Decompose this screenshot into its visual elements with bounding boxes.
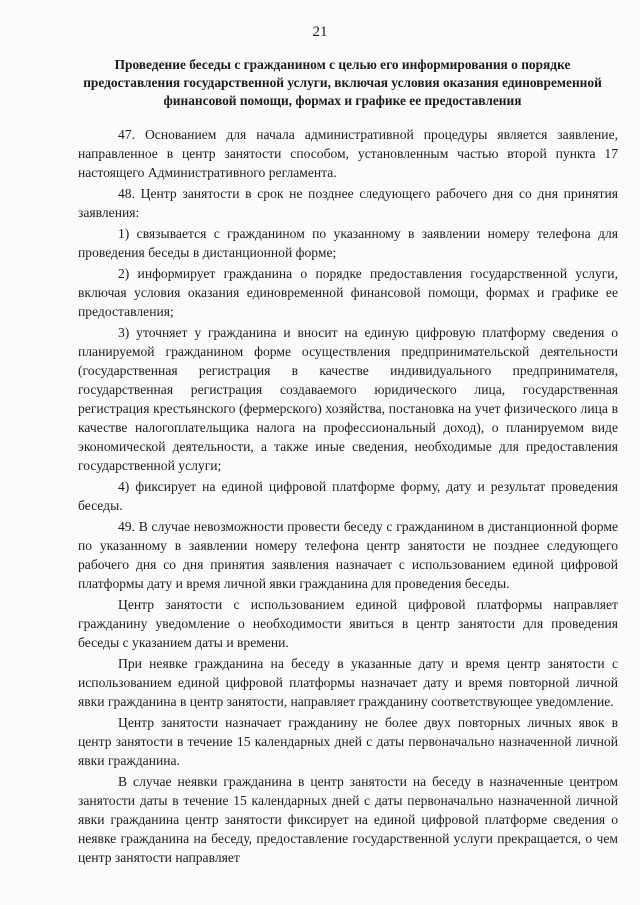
document-body xyxy=(78,125,618,869)
paragraph: Центр занятости с использованием единой цифровой платформы направляет гражданину уведомление о необходимости явиться в центр занятости для проведения беседы с указанием даты и времени. xyxy=(78,597,618,650)
paragraph: 2) информирует гражданина о порядке предоставления государственной услуги, включая условия оказания единовременной финансовой помощи, формах и графике ее предоставления; xyxy=(78,266,618,319)
paragraph: В случае неявки гражданина в центр занятости на беседу в назначенные центром занятости даты в течение 15 календарных дней с даты первоначально назначенной личной явки гражданина центр занятости фиксирует на единой цифровой платформе сведения о неявке гражданина на беседу, предоставление государственной услуги прекращается, о чем центр занятости направляет xyxy=(78,774,618,865)
paragraph: 48. Центр занятости в срок не позднее следующего рабочего дня со дня принятия заявления: xyxy=(78,186,618,220)
section-heading: Проведение беседы с гражданином с целью его информирования о порядке предоставления государственной услуги, включая условия оказания единовременной финансовой помощи, формах и графике ее предоставления xyxy=(83,57,602,108)
paragraph: При неявке гражданина на беседу в указанные дату и время центр занятости с использованием единой цифровой платформы назначает дату и время повторной личной явки гражданина в центр занятости, направляет гражданину соответствующее уведомление. xyxy=(78,656,618,709)
paragraph: 1) связывается с гражданином по указанному в заявлении номеру телефона для проведения беседы в дистанционной форме; xyxy=(78,226,618,260)
paragraph: Центр занятости назначает гражданину не более двух повторных личных явок в центр занятости в течение 15 календарных дней с даты первоначально назначенной личной явки гражданина. xyxy=(78,715,618,768)
paragraph: 47. Основанием для начала административной процедуры является заявление, направленное в центр занятости способом, установленным частью второй пункта 17 настоящего Административного регламента. xyxy=(78,127,618,180)
paragraph: 4) фиксирует на единой цифровой платформе форму, дату и результат проведения беседы. xyxy=(78,479,618,513)
page-number: 21 xyxy=(312,24,328,40)
paragraph: 49. В случае невозможности провести беседу с гражданином в дистанционной форме по указанному в заявлении номеру телефона центр занятости не позднее следующего рабочего дня со дня принятия заявления назначает с использованием единой цифровой платформы дату и время личной явки гражданина для проведения беседы. xyxy=(78,519,618,591)
paragraph: 3) уточняет у гражданина и вносит на единую цифровую платформу сведения о планируемой гражданином форме осуществления предпринимательской деятельности (государственная регистрация в качестве индивидуального предпринимателя, государственная регистрация создаваемого юридического лица, государственная регистрация крестьянского (фермерского) хозяйства, постановка на учет физического лица в качестве налогоплательщика налога на профессиональный доход), о планируемом виде экономической деятельности, а также иные сведения, необходимые для предоставления государственной услуги; xyxy=(78,325,618,473)
